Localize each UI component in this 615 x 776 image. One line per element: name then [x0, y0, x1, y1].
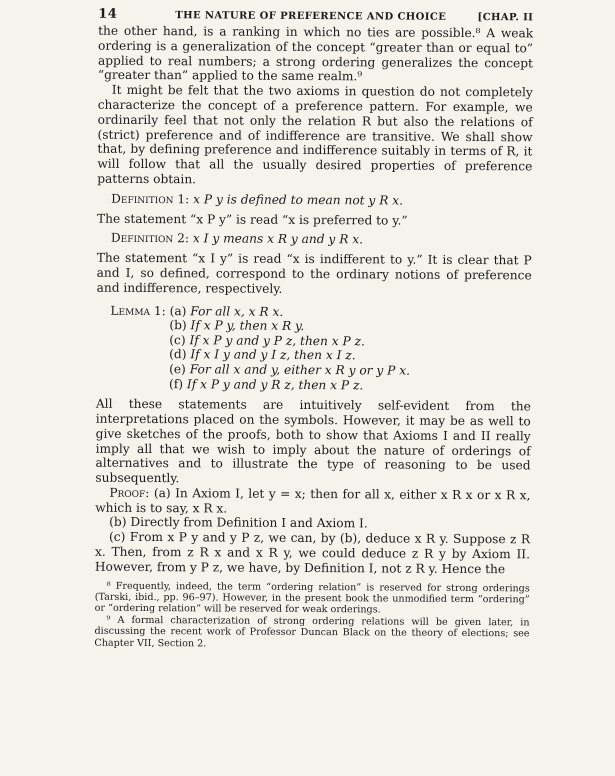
- footnotes: [94, 580, 529, 651]
- lemma-item-text: If x P y, then x R y.: [190, 318, 305, 334]
- statement-1: The statement “x P y” is read “x is preferred to y.”: [96, 211, 408, 228]
- proof-a: [95, 486, 530, 518]
- proof-a-text: (a) In Axiom I, let y = x; then for all x, either x R x or x R x, which is to say, x R x.: [95, 485, 531, 516]
- lemma-item-tag: (e): [169, 362, 186, 377]
- proof-c: (c) From x P y and y P z, we can, by (b), deduce x R y. Suppose z R x. Then, from z R x and x R y, we could deduce z R y by Axiom II. However, from y P z, we have, by Definition I, not z R y. Hence the: [94, 530, 531, 577]
- lemma-item: [110, 376, 531, 393]
- definition-2: [111, 231, 532, 248]
- lemma-item-tag: (c): [169, 332, 186, 347]
- lemma-item-text: If x I y and y I z, then x I z.: [190, 347, 356, 363]
- page-number: 14: [98, 6, 118, 22]
- lemma-1: [110, 303, 532, 393]
- footnote-8: ⁸ Frequently, indeed, the term “ordering relation” is reserved for strong orderings (Tarski, ibid., pp. 96–97). However, in the present book the unmodified term “ordering” or “ordering relation” will be reserved for weak orderings.: [94, 580, 530, 616]
- definition-1-body: x P y is defined to mean not y R x.: [193, 192, 404, 208]
- lemma-1-label: Lemma 1:: [110, 303, 166, 318]
- paragraph-2: It might be felt that the two axioms in question do not completely characterize the concept of a preference pattern. For example, we ordinarily feel that not only the relation R but also the relations of (strict) preference and of indifference are transitive. We shall show that, by defining preference and indifference suitably in terms of R, it will follow that all the usually desired properties of preference patterns obtain.: [97, 82, 533, 187]
- lemma-item-text: If x P y and y R z, then x P z.: [186, 376, 364, 392]
- definition-1: [111, 192, 532, 209]
- footnote-9: ⁹ A formal characterization of strong ordering relations will be given later, in discussing the recent work of Professor Duncan Black on the theory of elections; see Chapter VII, Section 2.: [94, 614, 530, 650]
- lemma-item-text: If x P y and y P z, then x P z.: [189, 333, 365, 349]
- lemma-item-text: For all x, x R x.: [190, 303, 284, 319]
- lemma-item-tag: (f): [168, 376, 184, 391]
- definition-1-label: Definition 1:: [111, 191, 190, 207]
- lemma-item-tag: (a): [169, 303, 187, 318]
- lemma-item-text: For all x and y, either x R y or y P x.: [189, 362, 411, 378]
- lemma-item-tag: (b): [169, 318, 187, 333]
- lemma-item-tag: (d): [169, 347, 187, 362]
- page-header: [98, 7, 533, 25]
- running-title: THE NATURE OF PREFERENCE AND CHOICE: [175, 10, 447, 23]
- proof-label: Proof:: [109, 485, 150, 500]
- chapter-marker: [CHAP. II: [477, 12, 534, 24]
- paragraph-1: the other hand, is a ranking in which no ties are possible.⁸ A weak ordering is a generalization of the concept “greater than or equal to” applied to real numbers; a strong ordering generalizes the concept “greater than” applied to the same realm.⁹: [97, 23, 534, 84]
- definition-2-label: Definition 2:: [110, 231, 190, 246]
- lemma-item: [170, 304, 284, 319]
- paragraph-3: All these statements are intuitively self-evident from the interpretations placed on the symbols. However, it may be as well to give sketches of the proofs, both to show that Axioms I and II really imply all that we wish to imply about the nature of orderings of alternatives and to illustrate the type of reasoning to be used subsequently.: [95, 396, 531, 486]
- proof-b: (b) Directly from Definition I and Axiom I.: [109, 515, 368, 531]
- statement-2: The statement “x I y” is read “x is indifferent to y.” It is clear that P and I, so defined, correspond to the ordinary notions of preference and indifference, respectively.: [96, 250, 532, 296]
- definition-2-body: x I y means x R y and y R x.: [192, 231, 364, 247]
